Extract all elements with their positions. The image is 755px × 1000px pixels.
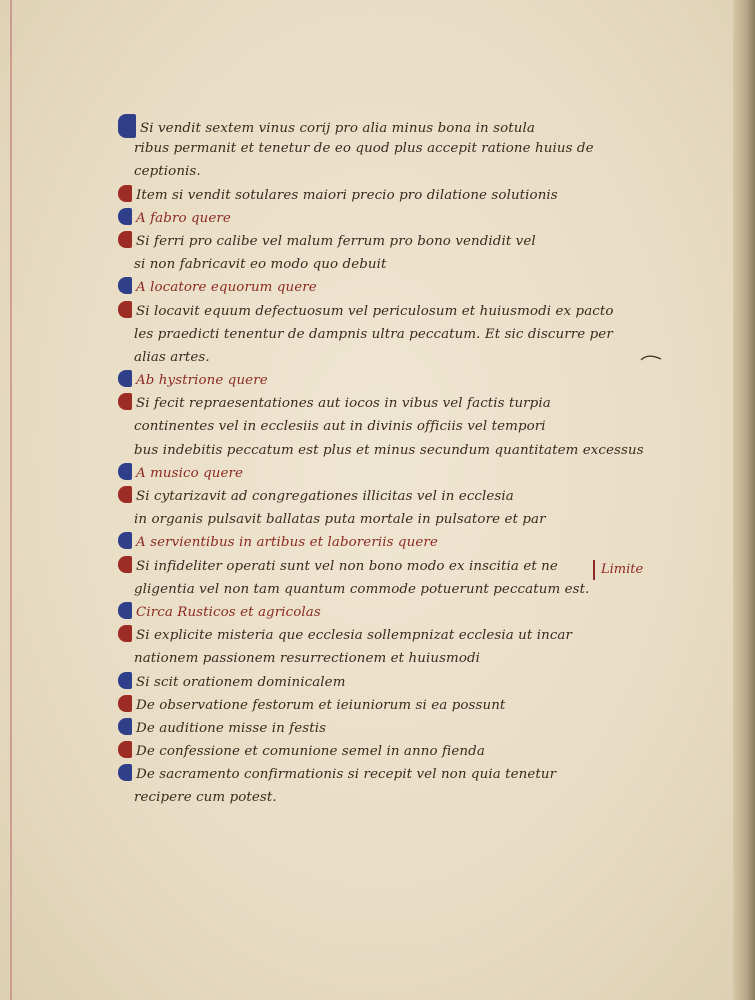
line-text: in organis pulsavit ballatas puta mortale in pulsatore et par: [134, 512, 546, 528]
line-text: A musico quere: [136, 465, 244, 481]
text-line: [118, 647, 678, 670]
line-text: Si vendit sextem vinus corij pro alia minus bona in sotula: [140, 121, 535, 136]
line-text: les praedicti tenentur de dampnis ultra peccatum. Et sic discurre per: [134, 326, 613, 342]
line-text: Ab hystrione quere: [136, 373, 268, 389]
text-line: [118, 230, 678, 253]
text-line: [118, 207, 678, 230]
paragraph-mark-icon: [118, 231, 132, 248]
text-line: [118, 717, 678, 740]
flourish-mark: [640, 354, 662, 362]
line-text: si non fabricavit eo modo quo debuit: [134, 257, 387, 273]
text-line: [118, 601, 678, 624]
line-text: A fabro quere: [136, 210, 231, 226]
text-line: [118, 439, 678, 462]
binding-gutter: [733, 0, 755, 1000]
paragraph-mark-icon: [118, 695, 132, 712]
line-text: Si locavit equum defectuosum vel periculosum et huiusmodi ex pacto: [136, 303, 614, 319]
line-text: De confessione et comunione semel in anno fienda: [136, 744, 485, 760]
paragraph-mark-icon: [118, 393, 132, 410]
paragraph-mark-icon: [118, 486, 132, 503]
line-text: nationem passionem resurrectionem et huiusmodi: [134, 651, 481, 667]
text-line: [118, 160, 678, 183]
text-line: [118, 253, 678, 276]
text-line: [118, 531, 678, 554]
text-line: [118, 508, 678, 531]
text-line: [118, 694, 678, 717]
paragraph-mark-icon: [118, 532, 132, 549]
text-line: [118, 671, 678, 694]
line-text: De auditione misse in festis: [136, 720, 327, 736]
line-text: bus indebitis peccatum est plus et minus secundum quantitatem excessus: [134, 442, 644, 458]
line-text: A locatore equorum quere: [136, 280, 317, 296]
line-text: alias artes.: [134, 349, 210, 365]
paragraph-mark-icon: [118, 277, 132, 294]
text-line: [118, 184, 678, 207]
line-text: Si infideliter operati sunt vel non bono modo ex inscitia et ne: [136, 558, 558, 574]
line-text: continentes vel in ecclesiis aut in divinis officiis vel tempori: [134, 419, 546, 435]
line-text: gligentia vel non tam quantum commode potuerunt peccatum est.: [134, 581, 590, 597]
text-line: [118, 323, 678, 346]
paragraph-mark-icon: [118, 602, 132, 619]
paragraph-mark-icon: [118, 185, 132, 202]
text-line: [118, 462, 678, 485]
line-text: De observatione festorum et ieiuniorum si ea possunt: [136, 697, 506, 713]
line-text: A servientibus in artibus et laboreriis quere: [136, 535, 438, 551]
text-line: [118, 415, 678, 438]
line-text: ribus permanit et tenetur de eo quod plus accepit ratione huius de: [134, 141, 594, 157]
paragraph-mark-icon: [118, 625, 132, 642]
paragraph-mark-icon: [118, 764, 132, 781]
paragraph-mark-icon: [118, 208, 132, 225]
text-line: [118, 786, 678, 809]
text-line: [118, 578, 678, 601]
line-text: Si explicite misteria que ecclesia sollempnizat ecclesia ut incar: [136, 628, 573, 644]
margin-ruling: [10, 0, 12, 1000]
text-line: [118, 346, 678, 369]
line-text: Si cytarizavit ad congregationes illicitas vel in ecclesia: [136, 489, 514, 504]
paragraph-mark-icon: [118, 370, 132, 387]
text-line: [118, 392, 678, 415]
text-line: [118, 624, 678, 647]
line-text: Si fecit repraesentationes aut iocos in vibus vel factis turpia: [136, 396, 551, 412]
paragraph-mark-icon: [118, 114, 136, 138]
line-text: Circa Rusticos et agricolas: [136, 604, 321, 620]
text-line: [118, 137, 678, 160]
text-line: [118, 740, 678, 763]
line-text: ceptionis.: [134, 164, 201, 180]
text-line: [118, 485, 678, 508]
paragraph-mark-icon: [118, 672, 132, 689]
line-text: recipere cum potest.: [134, 790, 277, 806]
text-line: [118, 300, 678, 323]
line-text: Si scit orationem dominicalem: [136, 674, 346, 690]
text-line: [118, 763, 678, 786]
margin-note: Limite: [593, 560, 643, 580]
paragraph-mark-icon: [118, 556, 132, 573]
line-text: Item si vendit sotulares maiori precio pro dilatione solutionis: [136, 187, 558, 203]
paragraph-mark-icon: [118, 301, 132, 318]
text-block: [118, 114, 678, 810]
line-text: De sacramento confirmationis si recepit vel non quia tenetur: [136, 767, 557, 783]
paragraph-mark-icon: [118, 741, 132, 758]
paragraph-mark-icon: [118, 718, 132, 735]
text-line: [118, 369, 678, 392]
line-text: Si ferri pro calibe vel malum ferrum pro bono vendidit vel: [136, 233, 536, 249]
text-line: [118, 276, 678, 299]
paragraph-mark-icon: [118, 463, 132, 480]
text-line: [118, 114, 678, 137]
